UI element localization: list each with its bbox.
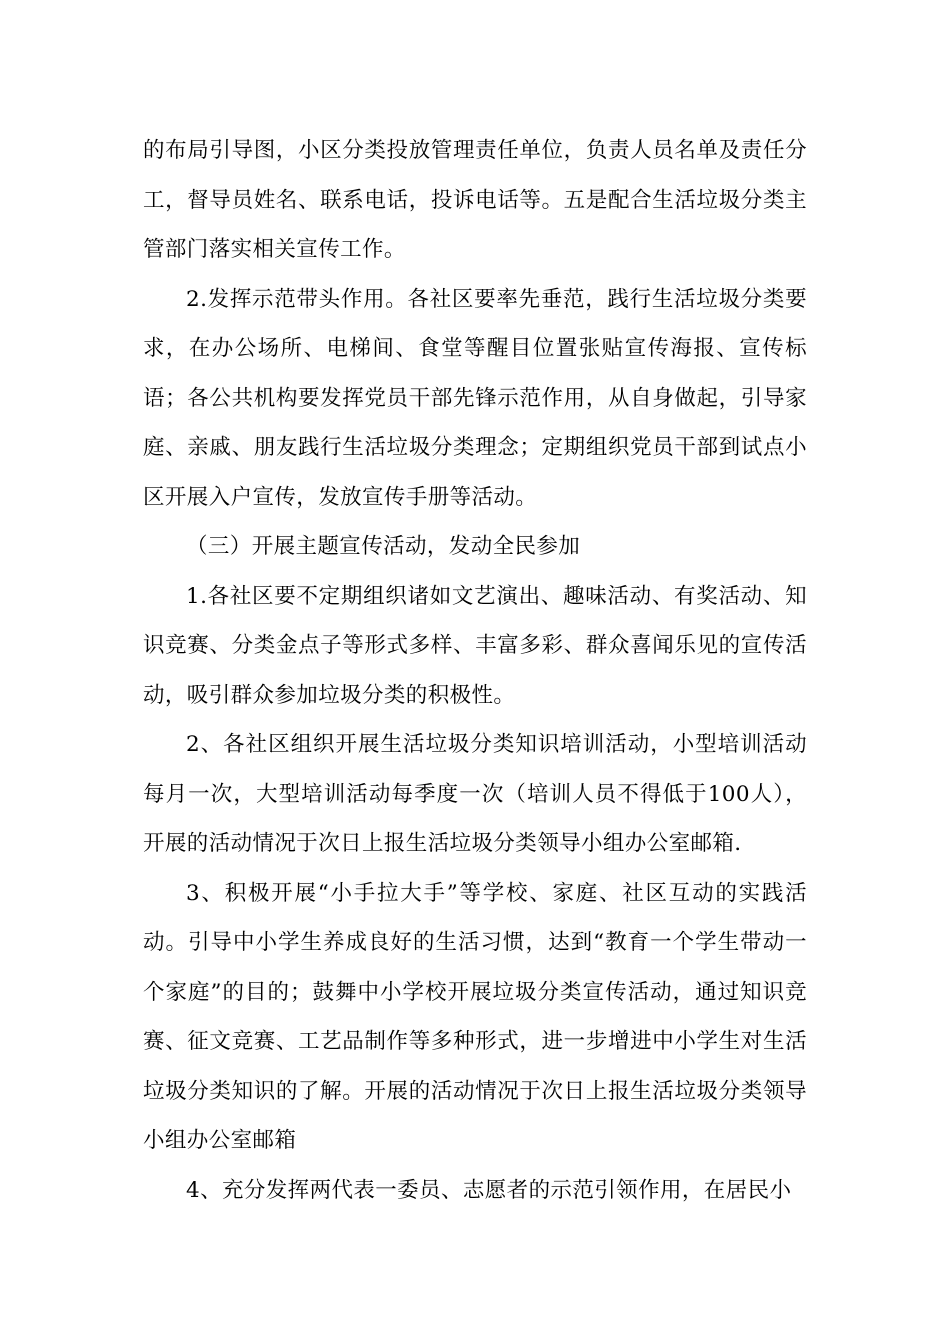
paragraph-item-1: 1.各社区要不定期组织诸如文艺演出、趣味活动、有奖活动、知识竞赛、分类金点子等形式多样、丰富多彩、群众喜闻乐见的宣传活动，吸引群众参加垃圾分类的积极性。 xyxy=(143,583,807,708)
paragraph-item-3: 3、积极开展“小手拉大手”等学校、家庭、社区互动的实践活动。引导中小学生养成良好的生活习惯，达到“教育一个学生带动一个家庭”的目的；鼓舞中小学校开展垃圾分类宣传活动，通过知识竞赛、征文竞赛、工艺品制作等多种形式，进一步增进中小学生对生活垃圾分类知识的了解。开展的活动情况于次日上报生活垃圾分类领导小组办公室邮箱 xyxy=(143,880,807,1153)
paragraph-item-4: 4、充分发挥两代表一委员、志愿者的示范引领作用，在居民小 xyxy=(186,1177,792,1203)
paragraph-item-2: 2.发挥示范带头作用。各社区要率先垂范，践行生活垃圾分类要求，在办公场所、电梯间、食堂等醒目位置张贴宣传海报、宣传标语；各公共机构要发挥党员干部先锋示范作用，从自身做起，引导家庭、亲戚、朋友践行生活垃圾分类理念；定期组织党员干部到试点小区开展入户宣传，发放宣传手册等活动。 xyxy=(143,286,807,510)
paragraph-continuation: 的布局引导图，小区分类投放管理责任单位，负责人员名单及责任分工，督导员姓名、联系电话，投诉电话等。五是配合生活垃圾分类主管部门落实相关宣传工作。 xyxy=(143,138,807,262)
document-body xyxy=(143,126,807,1215)
section-heading-3: （三）开展主题宣传活动，发动全民参加 xyxy=(186,534,581,559)
paragraph-item-2b: 2、各社区组织开展生活垃圾分类知识培训活动，小型培训活动每月一次，大型培训活动每季度一次（培训人员不得低于100人），开展的活动情况于次日上报生活垃圾分类领导小组办公室邮箱. xyxy=(143,732,807,856)
